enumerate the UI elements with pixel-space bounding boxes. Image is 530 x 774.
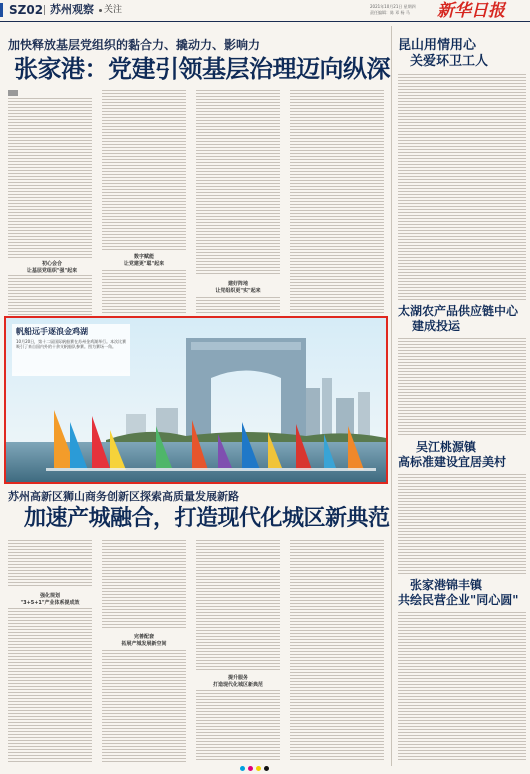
top-story-headline: 张家港：党建引领基层治理迈向纵深: [14, 55, 390, 83]
photo-frame: [4, 316, 388, 484]
bottom-story-kicker: 苏州高新区狮山商务创新区探索高质量发展新路: [8, 490, 239, 503]
header-rule: [0, 21, 530, 22]
right-story-4-title: 张家港锦丰镇 共绘民营企业"同心圆": [398, 578, 519, 607]
right-story-1-title: 昆山用情用心 关爱环卫工人: [398, 38, 489, 69]
photo-caption: 10月20日，第十二届国际帆船赛在苏州金鸡湖举行。本次比赛吸引了来自国内外的十余支帆船队参赛。图为赛场一角。: [16, 339, 127, 349]
footer-color-marks: [240, 766, 290, 772]
bottom-subhead-3: 提升服务 打造现代化城区新典范: [212, 675, 263, 688]
right-story-2-title: 太湖农产品供应链中心 建成投运: [398, 304, 519, 333]
top-story-kicker: 加快释放基层党组织的黏合力、撬动力、影响力: [8, 38, 261, 52]
right-story-3-title: 吴江桃源镇 高标准建设宜居美村: [398, 440, 507, 469]
photo-caption-box: [12, 324, 130, 376]
top-subhead-2: 数字赋能 让党建更"聪"起来: [123, 254, 165, 267]
editor-line: 责任编辑：陈 邓 杨 马: [370, 10, 410, 15]
right-story-4-body: [398, 612, 526, 762]
right-story-3-body: [398, 474, 526, 574]
bottom-story-headline: 加速产城融合，打造现代化城区新典范: [24, 506, 390, 531]
photo-title: 帆船远手逐浪金鸡湖: [16, 327, 88, 336]
right-story-1-body: [398, 74, 526, 300]
page-header: [0, 0, 530, 26]
right-column-divider: [391, 26, 392, 766]
top-subhead-3: 建好阵地 让党组织更"实"起来: [215, 281, 261, 294]
bottom-subhead-1: 强化规划 "3+5+1"产业体系提成效: [20, 593, 80, 606]
bottom-subhead-2: 完善配套 拓展产城发展新空间: [121, 634, 167, 647]
bottom-story-body: [8, 540, 384, 762]
right-story-2-body: [398, 338, 526, 436]
top-story-body: [8, 90, 384, 315]
section-name: 苏州观察: [50, 3, 94, 16]
page-number: SZ02: [9, 3, 44, 17]
section-dot: [99, 9, 102, 12]
paper-logo: 新华日报: [437, 1, 505, 21]
date-line: 2021年10月21日 星期四: [370, 4, 416, 9]
top-subhead-1: 初心会合 让基层党组织"强"起来: [26, 261, 78, 274]
subsection-name: 关注: [104, 5, 123, 15]
